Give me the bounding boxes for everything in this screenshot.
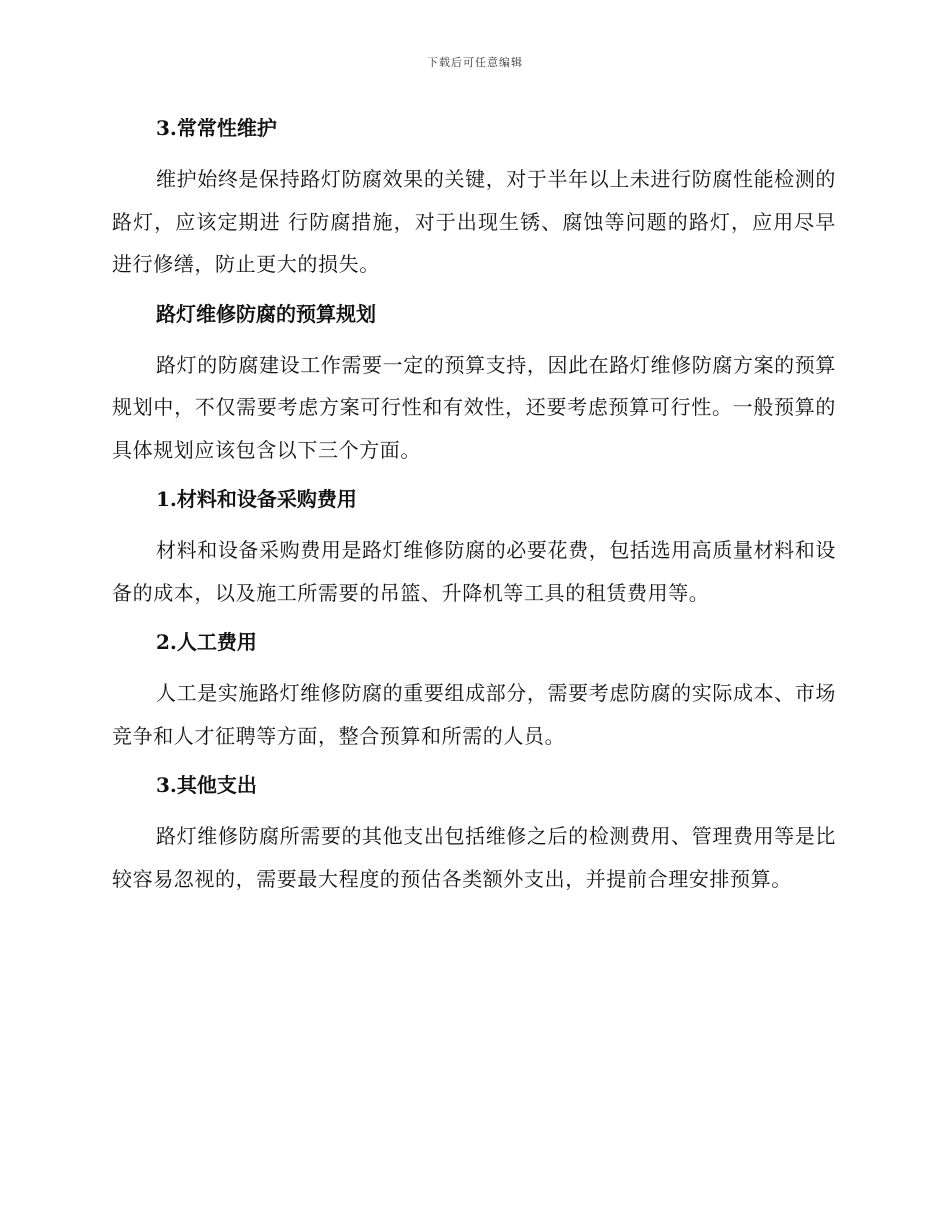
section-heading: 2.人工费用: [156, 630, 257, 654]
section: [112, 296, 836, 482]
section-paragraph: 人工是实施路灯维修防腐的重要组成部分，需要考虑防腐的实际成本、市场竞争和人才征聘等方面，整合预算和所需的人员。: [112, 681, 836, 748]
header-note: 下载后可任意编辑: [427, 56, 523, 69]
section-heading: 3.其他支出: [156, 773, 257, 797]
document-body: [112, 110, 836, 900]
section-heading: 1.材料和设备采购费用: [156, 487, 357, 511]
section: [112, 481, 836, 624]
section-heading: 3.常常性维护: [156, 116, 277, 140]
section: [112, 624, 836, 767]
section-paragraph: 路灯维修防腐所需要的其他支出包括维修之后的检测费用、管理费用等是比较容易忽视的，需要最大程度的预估各类额外支出，并提前合理安排预算。: [112, 824, 836, 891]
section: [112, 110, 836, 296]
section-paragraph: 路灯的防腐建设工作需要一定的预算支持，因此在路灯维修防腐方案的预算规划中，不仅需要考虑方案可行性和有效性，还要考虑预算可行性。一般预算的具体规划应该包含以下三个方面。: [112, 352, 836, 462]
section-paragraph: 材料和设备采购费用是路灯维修防腐的必要花费，包括选用高质量材料和设备的成本，以及施工所需要的吊篮、升降机等工具的租赁费用等。: [112, 538, 836, 605]
section-paragraph: 维护始终是保持路灯防腐效果的关键，对于半年以上未进行防腐性能检测的路灯，应该定期进 行防腐措施，对于出现生锈、腐蚀等问题的路灯，应用尽早进行修缮，防止更大的损失。: [112, 167, 836, 276]
section: [112, 767, 836, 900]
section-heading: 路灯维修防腐的预算规划: [156, 301, 376, 326]
